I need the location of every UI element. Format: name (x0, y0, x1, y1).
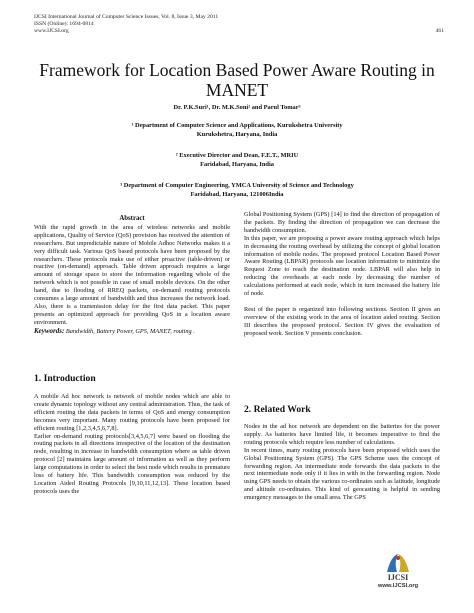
introduction-heading: 1. Introduction (34, 373, 96, 384)
journal-header (34, 14, 444, 36)
issn: ISSN (Online): 1694-0814 (34, 21, 94, 28)
right-paragraph-1: Global Positioning System (GPS) [14] to find the direction of propagation of the packets. By finding the direction of propagation we can decrease the bandwidth consumption. (244, 211, 440, 234)
journal-url: www.IJCSI.org (34, 28, 69, 35)
abstract (34, 215, 230, 336)
related-paragraph-1: Nodes in the ad hoc network are dependent on the batteries for the power supply. As batteries have limited life, it becomes imperative to find the routing protocols which require less number of calculations. (244, 423, 440, 446)
logo-emblem-icon (385, 552, 411, 574)
introduction-body (34, 393, 230, 496)
ijcsi-logo (368, 552, 428, 589)
journal-name: IJCSI International Journal of Computer Science Issues, Vol. 8, Issue 3, May 2011 (34, 14, 219, 20)
abstract-heading: Abstract (119, 215, 145, 222)
logo-name: IJCSI (387, 573, 409, 582)
related-work-heading: 2. Related Work (244, 404, 311, 415)
abstract-text: With the rapid growth in the area of wireless networks and mobile applications, Quality of Service (QoS) provision has received the attention of researchers. But unpredictable nature of Mobile Adhoc Networks makes it a very difficult task. Various QoS based protocols have been proposed by the researchers. These protocols make use of either proactive (table-driven) or reactive (on-demand) approach. Table driven approach requires a large amount of storage space to store the information regarding whole of the network which is not possible in case of small mobile devices. On the other hand, due to flooding of RREQ packets, on-demand routing protocols consumes a large amount of bandwidth and thus increases the network load. Also, there is a transmission delay for the first data packet. This paper presents an optimized approach for providing QoS in a location aware environment. (34, 223, 230, 326)
keywords-text: Bandwidth, Battery Power, GPS, MANET, routing . (64, 327, 195, 335)
page-number: 461 (435, 28, 444, 34)
logo-url: www.IJCSI.org (377, 583, 419, 589)
affiliation-2: ² Executive Director and Dean, F.E.T., MRIU Faridabad, Haryana, India (175, 152, 299, 168)
intro-paragraph-2: Earlier on-demand routing protocols[3,4,5,6,7] were based on flooding the routing packets in all directions irrespective of the location of the destination node, resulting in increase in bandwidth consumption where as table driven protocol [2] maintains large amount of information as well as they perform large computations in order to select the best node which results in premature loss of battery life. This bandwidth consumption was reduced by the Location Aided Routing Protocols [9,10,11,12,13]. These location based protocols uses the (34, 432, 230, 495)
keywords (34, 328, 230, 336)
paper-title: Framework for Location Based Power Aware Routing in MANET (39, 60, 435, 100)
affiliation-3: ³ Department of Computer Engineering, YMCA University of Science and Technology Faridabad, Haryana, 121006India (120, 182, 354, 198)
related-paragraph-2: In recent times, many routing protocols have been proposed which uses the Global Positioning System (GPS). The GPS Scheme uses the concept of forwarding region. An intermediate node forwards the data packets to the next intermediate node only if it lies in with in the forwarding region. Node using GPS needs to obtain the various co-ordinates such as latitude, longitude and altitude co-ordinates. This kind of geocasting is helpful in sending emergency messages to the small area. The GPS (244, 446, 440, 502)
authors: Dr. P.K.Suri¹, Dr. M.K.Soni² and Parul Tomar³ (173, 104, 301, 111)
affiliation-1: ¹ Department of Computer Science and Applications, Kurukshetra University Kurukshetra, Haryana, India (131, 122, 343, 138)
right-column-top (244, 211, 440, 338)
right-paragraph-3: Rest of the paper is organized into following sections. Section II gives an overview of the existing work in the area of location aided routing. Section III describes the proposed protocol. Section IV gives the evaluation of proposed work. Section V presents conclusion. (244, 305, 440, 337)
related-work-body (244, 423, 440, 502)
right-paragraph-2: In this paper, we are proposing a power aware routing approach which helps in decreasing the routing overhead by utilizing the concept of global location information of mobile nodes. The proposed protocol Location Based Power Aware Routing (LBPAR) protocols use location information to minimize the Request Zone to reach the destination node. LBPAR will also help in reducing the overheads at each node by decreasing the number of calculations performed at each node, which in turn increased the battery life of node. (244, 234, 440, 298)
intro-paragraph-1: A mobile Ad hoc network is network of mobile nodes which are able to create dynamic topology without any central administration. Thus, the task of efficient routing the data packets in terms of QoS and energy consumption becomes very important. Many routing protocols have been proposed for efficient routing [1,2,3,4,5,6,7,8]. (34, 393, 230, 432)
keywords-label: Keywords: (34, 326, 65, 335)
